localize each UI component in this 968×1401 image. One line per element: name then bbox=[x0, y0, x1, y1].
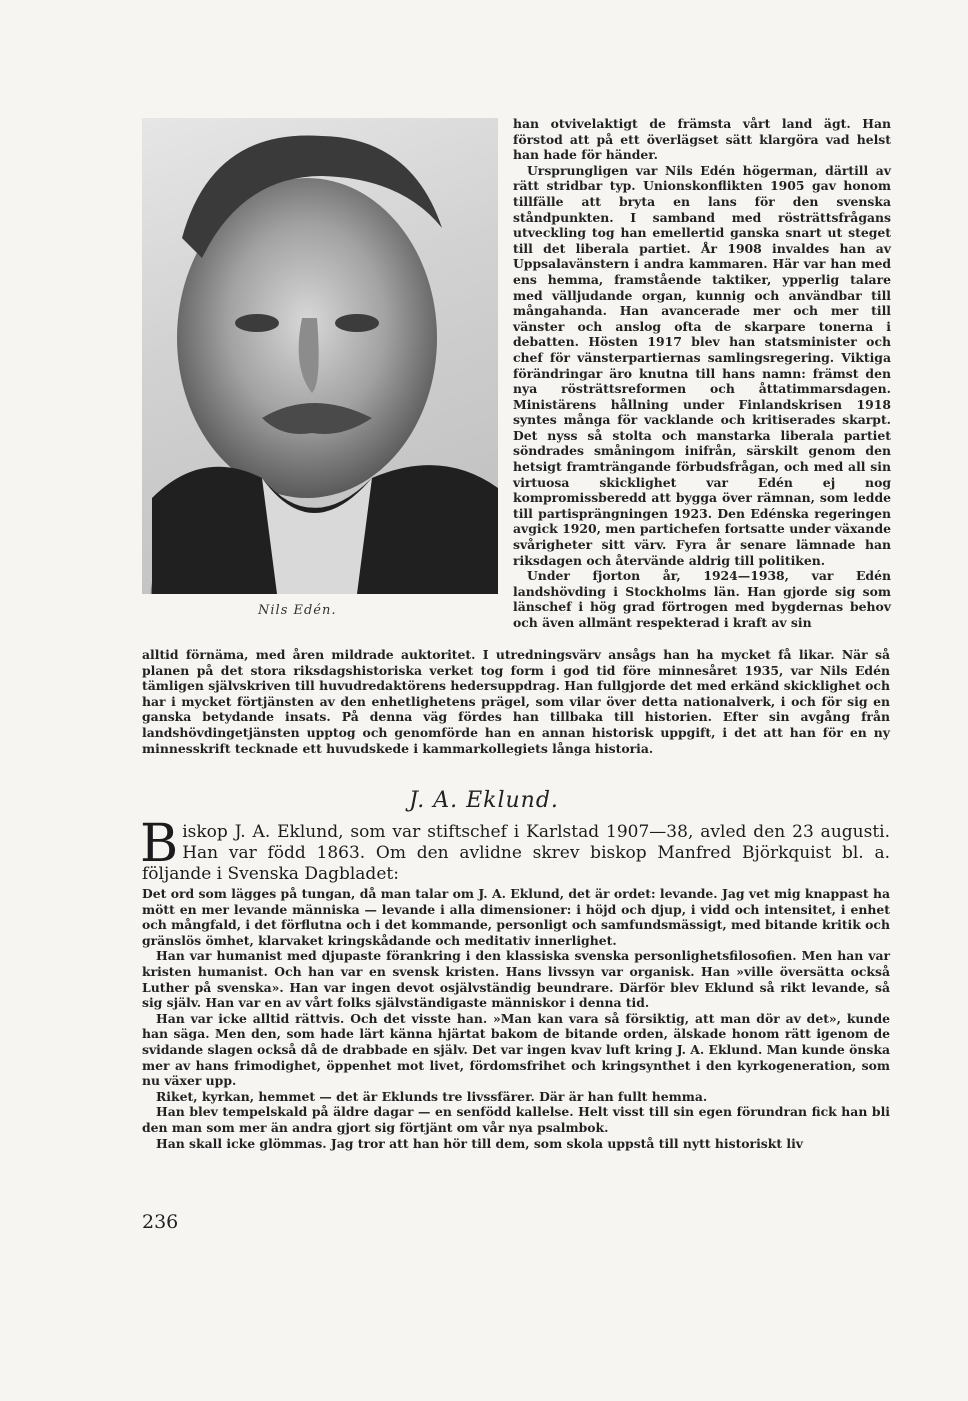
quote-paragraph: Det ord som lägges på tungan, då man talar om J. A. Eklund, det är ordet: levande. Jag vet mig knappast ha mött en mer levande människa — levande i alla dimensioner: i höjd och djup, i vidd och intensitet, i enhet och mångfald, i det förflutna och i det kommande, personligt och samfundsmässigt, med bitande kritik och gränslös ömhet, klarvaket kringskådande och meditativ innerlighet. bbox=[142, 886, 890, 948]
lead-paragraph bbox=[140, 814, 890, 885]
quote-paragraph: Han blev tempelskald på äldre dagar — en senfödd kallelse. Helt visst till sin egen förundran fick han bli den man som mer än andra gjort sig förtjänt om vår nya psalmbok. bbox=[142, 1104, 890, 1135]
quote-paragraph: Han var humanist med djupaste förankring i den klassiska svenska personlighetsfilosofien. Men han var kristen humanist. Och han var en svensk kristen. Hans livssyn var organisk. Han »ville översätta också Luther på svenska». Han var ingen devot osjälvständig beundrare. Därför blev Eklund så rikt levande, så sig själv. Han var en av vårt folks självständigaste människor i denna tid. bbox=[142, 948, 890, 1011]
quote-paragraph: Han skall icke glömmas. Jag tror att han hör till dem, som skola uppstå till nytt historiskt liv bbox=[156, 1135, 803, 1151]
portrait-illustration bbox=[142, 118, 498, 594]
quote-paragraph: Riket, kyrkan, hemmet — det är Eklunds tre livssfärer. Där är han fullt hemma. bbox=[156, 1088, 708, 1104]
right-column-text bbox=[513, 116, 891, 631]
paragraph: han otvivelaktigt de främsta vårt land ägt. Han förstod att på ett överlägset sätt klargöra vad helst han hade för händer. bbox=[513, 116, 891, 163]
continuation-paragraph: alltid förnäma, med åren mildrade auktoritet. I utredningsvärv ansågs han ha mycket få likar. När så planen på det stora riksdagshistoriska verket tog form i god tid före minnesåret 1935, var Nils Edén tämligen självskriven till huvudredaktörens hedersuppdrag. Han fullgjorde det med erkänd skicklighet och har i mycket förtjänsten av den enhetlighetens prägel, som vilar över detta nationalverk, i och för sig en ganska betydande insats. På denna väg fördes han tillbaka till historien. Efter sin avgång från landshövdingetjänsten upptog och genomförde han en annan historisk uppgift, i det att han för en ny minnesskrift tecknade ett huvudskede i kammarkollegiets långa historia. bbox=[142, 647, 890, 756]
section-heading: J. A. Eklund. bbox=[409, 788, 559, 813]
lead-text: iskop J. A. Eklund, som var stiftschef i Karlstad 1907—38, avled den 23 augusti. Han var född 1863. Om den avlidne skrev biskop Manfred Björkquist bl. a. följande i Svenska Dagbladet: bbox=[142, 822, 890, 884]
portrait-photo bbox=[142, 118, 498, 594]
paragraph: Under fjorton år, 1924—1938, var Edén landshövding i Stockholms län. Han gjorde sig som länschef i hög grad förtrogen med bygdernas behov och även allmänt respekterad i kraft av sin bbox=[513, 568, 891, 630]
quoted-text bbox=[142, 886, 890, 1151]
quote-paragraph: Han var icke alltid rättvis. Och det visste han. »Man kan vara så försiktig, att man dör av det», kunde han säga. Men den, som hade lärt känna hjärtat bakom de bitande orden, älskade honom rätt igenom de svidande slagen också då de drabbade en själv. Det var ingen kvav luft kring J. A. Eklund. Man kunde önska mer av hans frimodighet, öppenhet mot livet, fördomsfrihet och kringsynthet i den kyrkogeneration, som nu växer upp. bbox=[142, 1010, 890, 1089]
paragraph: Ursprungligen var Nils Edén högerman, därtill av rätt stridbar typ. Unionskonflikten 1905 gav honom tillfälle att bryta en lans för den svenska ståndpunkten. I samband med rösträttsfrågans utveckling tog han emellertid ganska snart ut steget till det liberala partiet. År 1908 invaldes han av Uppsalavänstern i andra kammaren. Här var han med ens hemma, framstående taktiker, ypperlig talare med välljudande organ, kunnig och användbar till mångahanda. Han avancerade mer och mer till vänster och anslog ofta de skarpare tonerna i debatten. Hösten 1917 blev han statsminister och chef för vänsterpartiernas samlingsregering. Viktiga förändringar äro knutna till hans namn: främst den nya rösträttsreformen och åttatimmarsdagen. Ministärens hållning under Finlandskrisen 1918 syntes många för vacklande och kritiserades skarpt. Det nyss så stolta och manstarka liberala partiet söndrades småningom inifrån, särskilt genom den hetsigt framträngande förbudsfrågan, och med all sin virtuosa skicklighet var Edén ej nog kompromissberedd att bygga över rämnan, som ledde till partisprängningen 1923. Den Edénska regeringen avgick 1920, men partichefen fortsatte under växande svårigheter sitt värv. Fyra år senare lämnade han riksdagen och återvände aldrig till politiken. bbox=[513, 162, 891, 568]
page-number: 236 bbox=[142, 1211, 179, 1233]
photo-caption: Nils Edén. bbox=[258, 603, 337, 618]
drop-cap: B bbox=[140, 814, 179, 874]
